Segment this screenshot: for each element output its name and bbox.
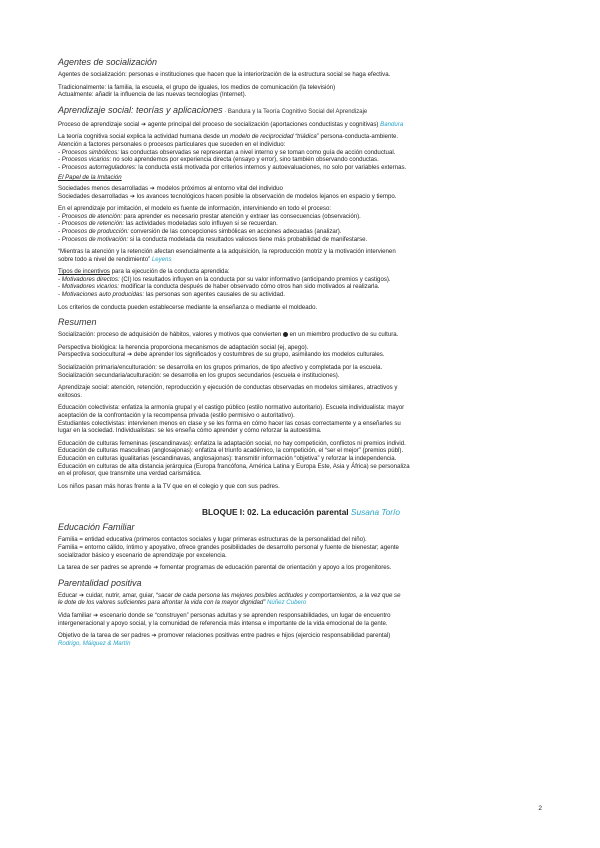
paragraph: en el profesor, que transmite una verdad carismática.	[58, 470, 202, 478]
italic-quote: le dote de los valores suficientes para afrontar la vida con la mayor dignidad”	[58, 599, 267, 607]
text: Proceso de aprendizaje social ➔ agente principal del proceso de socialización (aportaciones conductistas y cognitivas)	[58, 120, 381, 128]
text: BLOQUE I: 02. La educación parental	[202, 507, 351, 518]
paragraph: Vida familiar ➔ escenario donde se “construyen” personas adultas y se aprenden responsabilidades, un lugar de encuentro	[58, 611, 391, 619]
paragraph: Tradicionalmente: la familia, la escuela, el grupo de iguales, los medios de comunicación (la televisión)	[58, 83, 336, 91]
paragraph: Aprendizaje social: atención, retención, reproducción y ejecución de conductas observadas en modelos similares, atractivos y	[58, 384, 398, 392]
text: las personas son agentes causales de su actividad.	[144, 291, 285, 299]
bloque-title	[58, 506, 544, 518]
text: la conducta está motivada por criterios internos y autoevaluaciones, no solo por variables externas.	[136, 163, 407, 171]
heading-text: Aprendizaje social: teorías y aplicaciones	[58, 104, 223, 115]
paragraph: Educación de culturas femeninas (escandinavas): enfatiza la adaptación social, no hay competición, conflictos ni premios individ.	[58, 439, 406, 447]
italic-term: - Procesos simbólicos:	[58, 148, 119, 156]
section-heading-aprendizaje	[58, 104, 544, 118]
paragraph: Educación de culturas masculinas (anglosajonas): enfatiza el triunfo académico, la competición, el “ser el mejor” (premios públ).	[58, 447, 404, 455]
section-heading-resumen: Resumen	[58, 317, 97, 328]
citation-leyens: Leyens	[151, 255, 172, 263]
text: si la conducta modelada da resultados valiosos tiene más probabilidad de manifestarse.	[128, 235, 368, 243]
citation-susana-torio: Susana Torío	[350, 507, 400, 518]
text: para la ejecución de la conducta aprendida:	[109, 268, 230, 276]
paragraph: Perspectiva sociocultural ➔ debe aprender los significados y costumbres de su grupo, asimilando los modelos culturales.	[58, 351, 385, 359]
text: en un miembro productivo de su cultura.	[287, 331, 399, 339]
list-item	[58, 276, 544, 284]
italic-text: modelo de reciprocidad “triádica”	[230, 133, 319, 141]
paragraph: Educación colectivista: enfatiza la armonía grupal y el castigo público (estilo normativo autoritario). Escuela individualista: mayor	[58, 404, 405, 412]
citation-bandura: Bandura	[380, 120, 404, 128]
paragraph: Perspectiva biológica: la herencia proporciona mecanismos de adaptación social (ej, apego).	[58, 343, 309, 351]
list-item	[58, 164, 544, 172]
list-item	[58, 149, 544, 157]
italic-term: - Motivadores vicarios:	[58, 283, 119, 291]
paragraph: exitosos.	[58, 391, 83, 399]
heading-subtitle: · Bandura y la Teoría Cognitivo Social del Aprendizaje	[222, 108, 368, 115]
text: La teoría cognitiva social explica la actividad humana desde un	[58, 133, 231, 141]
italic-term: - Procesos de producción:	[58, 227, 129, 235]
text: Educar ➔ cuidar, nutrir, amar, guiar,	[58, 591, 156, 599]
list-item	[58, 283, 544, 291]
italic-term: - Procesos de retención:	[58, 220, 125, 228]
paragraph: intergeneracional y apoyo social, y la comunidad de referencia más intensa e importante de la vida emocional de la gente.	[58, 619, 388, 627]
list-item	[58, 213, 544, 221]
paragraph: Agentes de socialización: personas e instituciones que hacen que la interiorización de la estructura social se haga efectiva.	[58, 71, 391, 78]
paragraph: Los criterios de conducta pueden establecerse mediante la enseñanza o mediante el moldeado.	[58, 303, 318, 311]
paragraph: Actualmente: añadir la influencia de las nuevas tecnologías (Internet).	[58, 91, 247, 99]
paragraph: Educación en culturas de alta distancia jerárquica (Europa francófona, América Latina y Europa Este, Asia y África) se personaliza	[58, 462, 410, 470]
section-heading-parentalidad-positiva: Parentalidad positiva	[58, 577, 142, 588]
paragraph: aceptación de la confrontación y la recompensa privada (estilo permisivo o autoritativo).	[58, 412, 295, 419]
paragraph	[58, 592, 544, 600]
paragraph: En el aprendizaje por imitación, el modelo es fuente de información, interviniendo en todo el proceso:	[58, 205, 332, 213]
page-number: 2	[538, 805, 542, 812]
italic-quote: “sacar de cada persona las mejores posibles actitudes y comportamientos, a la vez que se	[155, 591, 401, 599]
text: las actividades modeladas solo influyen si se recuerdan.	[124, 220, 278, 228]
paragraph: lugar en la sociedad. Individualistas: se les enseña cómo aprender y cómo reforzar la autoestima.	[58, 427, 322, 435]
paragraph	[58, 268, 544, 276]
paragraph	[58, 121, 544, 129]
text: conversión de las concepciones simbólicas en acciones adecuadas (analizar).	[128, 227, 342, 235]
text: persona-conducta-ambiente.	[318, 133, 399, 141]
list-item	[58, 156, 544, 164]
text: no solo aprendemos por experiencia directa (ensayo y error), sino también observando conductas.	[111, 156, 379, 164]
subheading-papel-imitacion: El Papel de la Imitación	[58, 174, 122, 182]
text: las conductas observadas se representan a nivel interno y se toman como guía de acción conductual.	[118, 148, 396, 156]
paragraph: Socialización primaria/enculturación: se desarrolla en los grupos primarios, de tipo afectivo y completada por la escuela.	[58, 364, 383, 372]
text: para aprender es necesario prestar atención y extraer las consecuencias (observación).	[122, 212, 361, 220]
quote	[58, 256, 544, 264]
section-heading-educacion-familiar: Educación Familiar	[58, 522, 135, 533]
citation-nunez-cubero: Núñez Cubero	[267, 599, 307, 607]
underlined-term: Tipos de incentivos	[58, 268, 110, 276]
text: modificar la conducta después de haber observado cómo otros han sido motivados al realizarla.	[118, 283, 380, 291]
text: sobre todo a nivel de rendimiento”	[58, 255, 152, 263]
paragraph	[58, 331, 544, 339]
paragraph: Los niños pasan más horas frente a la TV que en el colegio y que con sus padres.	[58, 482, 280, 490]
page-content	[58, 56, 544, 647]
text: Socialización: proceso de adquisición de hábitos, valores y motivos que convierten	[58, 331, 283, 339]
paragraph: Estudiantes colectivistas: intervienen menos en clase y se les forma en cómo hacer las cosas correctamente y a enseñarles su	[58, 419, 401, 427]
citation-rodrigo-maiquez-martin: Rodrigo, Máiquez & Martín	[58, 639, 131, 647]
paragraph: Familia = entidad educativa (primeros contactos sociales y lugar primeras estructuras de la personalidad del niño).	[58, 536, 367, 544]
paragraph: socializador básico y escenario de aprendizaje por excelencia.	[58, 551, 227, 559]
paragraph: Sociedades desarrolladas ➔ los avances tecnológicos hacen posible la observación de modelos lejanos en espacio y tiempo.	[58, 192, 397, 200]
list-item	[58, 228, 544, 236]
italic-term: - Procesos autorreguladores:	[58, 163, 137, 171]
paragraph: Sociedades menos desarrolladas ➔ modelos próximos al entorno vital del individuo	[58, 184, 283, 192]
paragraph: Objetivo de la tarea de ser padres ➔ promover relaciones positivas entre padres e hijos (ejercicio responsabilidad parental)	[58, 632, 391, 640]
italic-term: - Motivadores directos:	[58, 275, 120, 283]
list-item	[58, 220, 544, 228]
italic-term: - Procesos de motivación:	[58, 235, 129, 243]
list-item	[58, 236, 544, 244]
italic-term: - Procesos vicarios:	[58, 156, 112, 164]
text: (CI) los resultados influyen en la conducta por su valor informativo (anticipando premios y castigos).	[119, 275, 391, 283]
paragraph	[58, 133, 544, 141]
section-heading-agentes: Agentes de socialización	[58, 57, 158, 67]
paragraph: Educación en culturas igualitarias (escandinavas, anglosajonas): transmitir información “objetiva” y reforzar la independencia.	[58, 454, 397, 462]
paragraph	[58, 599, 544, 607]
paragraph: Socialización secundaria/aculturación: se desarrolla en los grupos secundarios (escuela e instituciones).	[58, 371, 340, 379]
paragraph: La tarea de ser padres se aprende ➔ fomentar programas de educación parental de orientación y apoyo a los progenitores.	[58, 564, 392, 572]
italic-term: - Procesos de atención:	[58, 212, 123, 220]
paragraph: Atención a factores personales o procesos particulares que suceden en el individuo:	[58, 140, 286, 148]
list-item	[58, 291, 544, 299]
paragraph: Familia = entorno cálido, íntimo y apoyativo, ofrece grandes posibilidades de desarrollo personal y fuente de bienestar; agente	[58, 543, 399, 551]
quote: “Mientras la atención y la retención afectan esencialmente a la adquisición, la reproducción motriz y la motivación intervienen	[58, 248, 396, 256]
italic-term: - Motivaciones auto producidas:	[58, 291, 145, 299]
